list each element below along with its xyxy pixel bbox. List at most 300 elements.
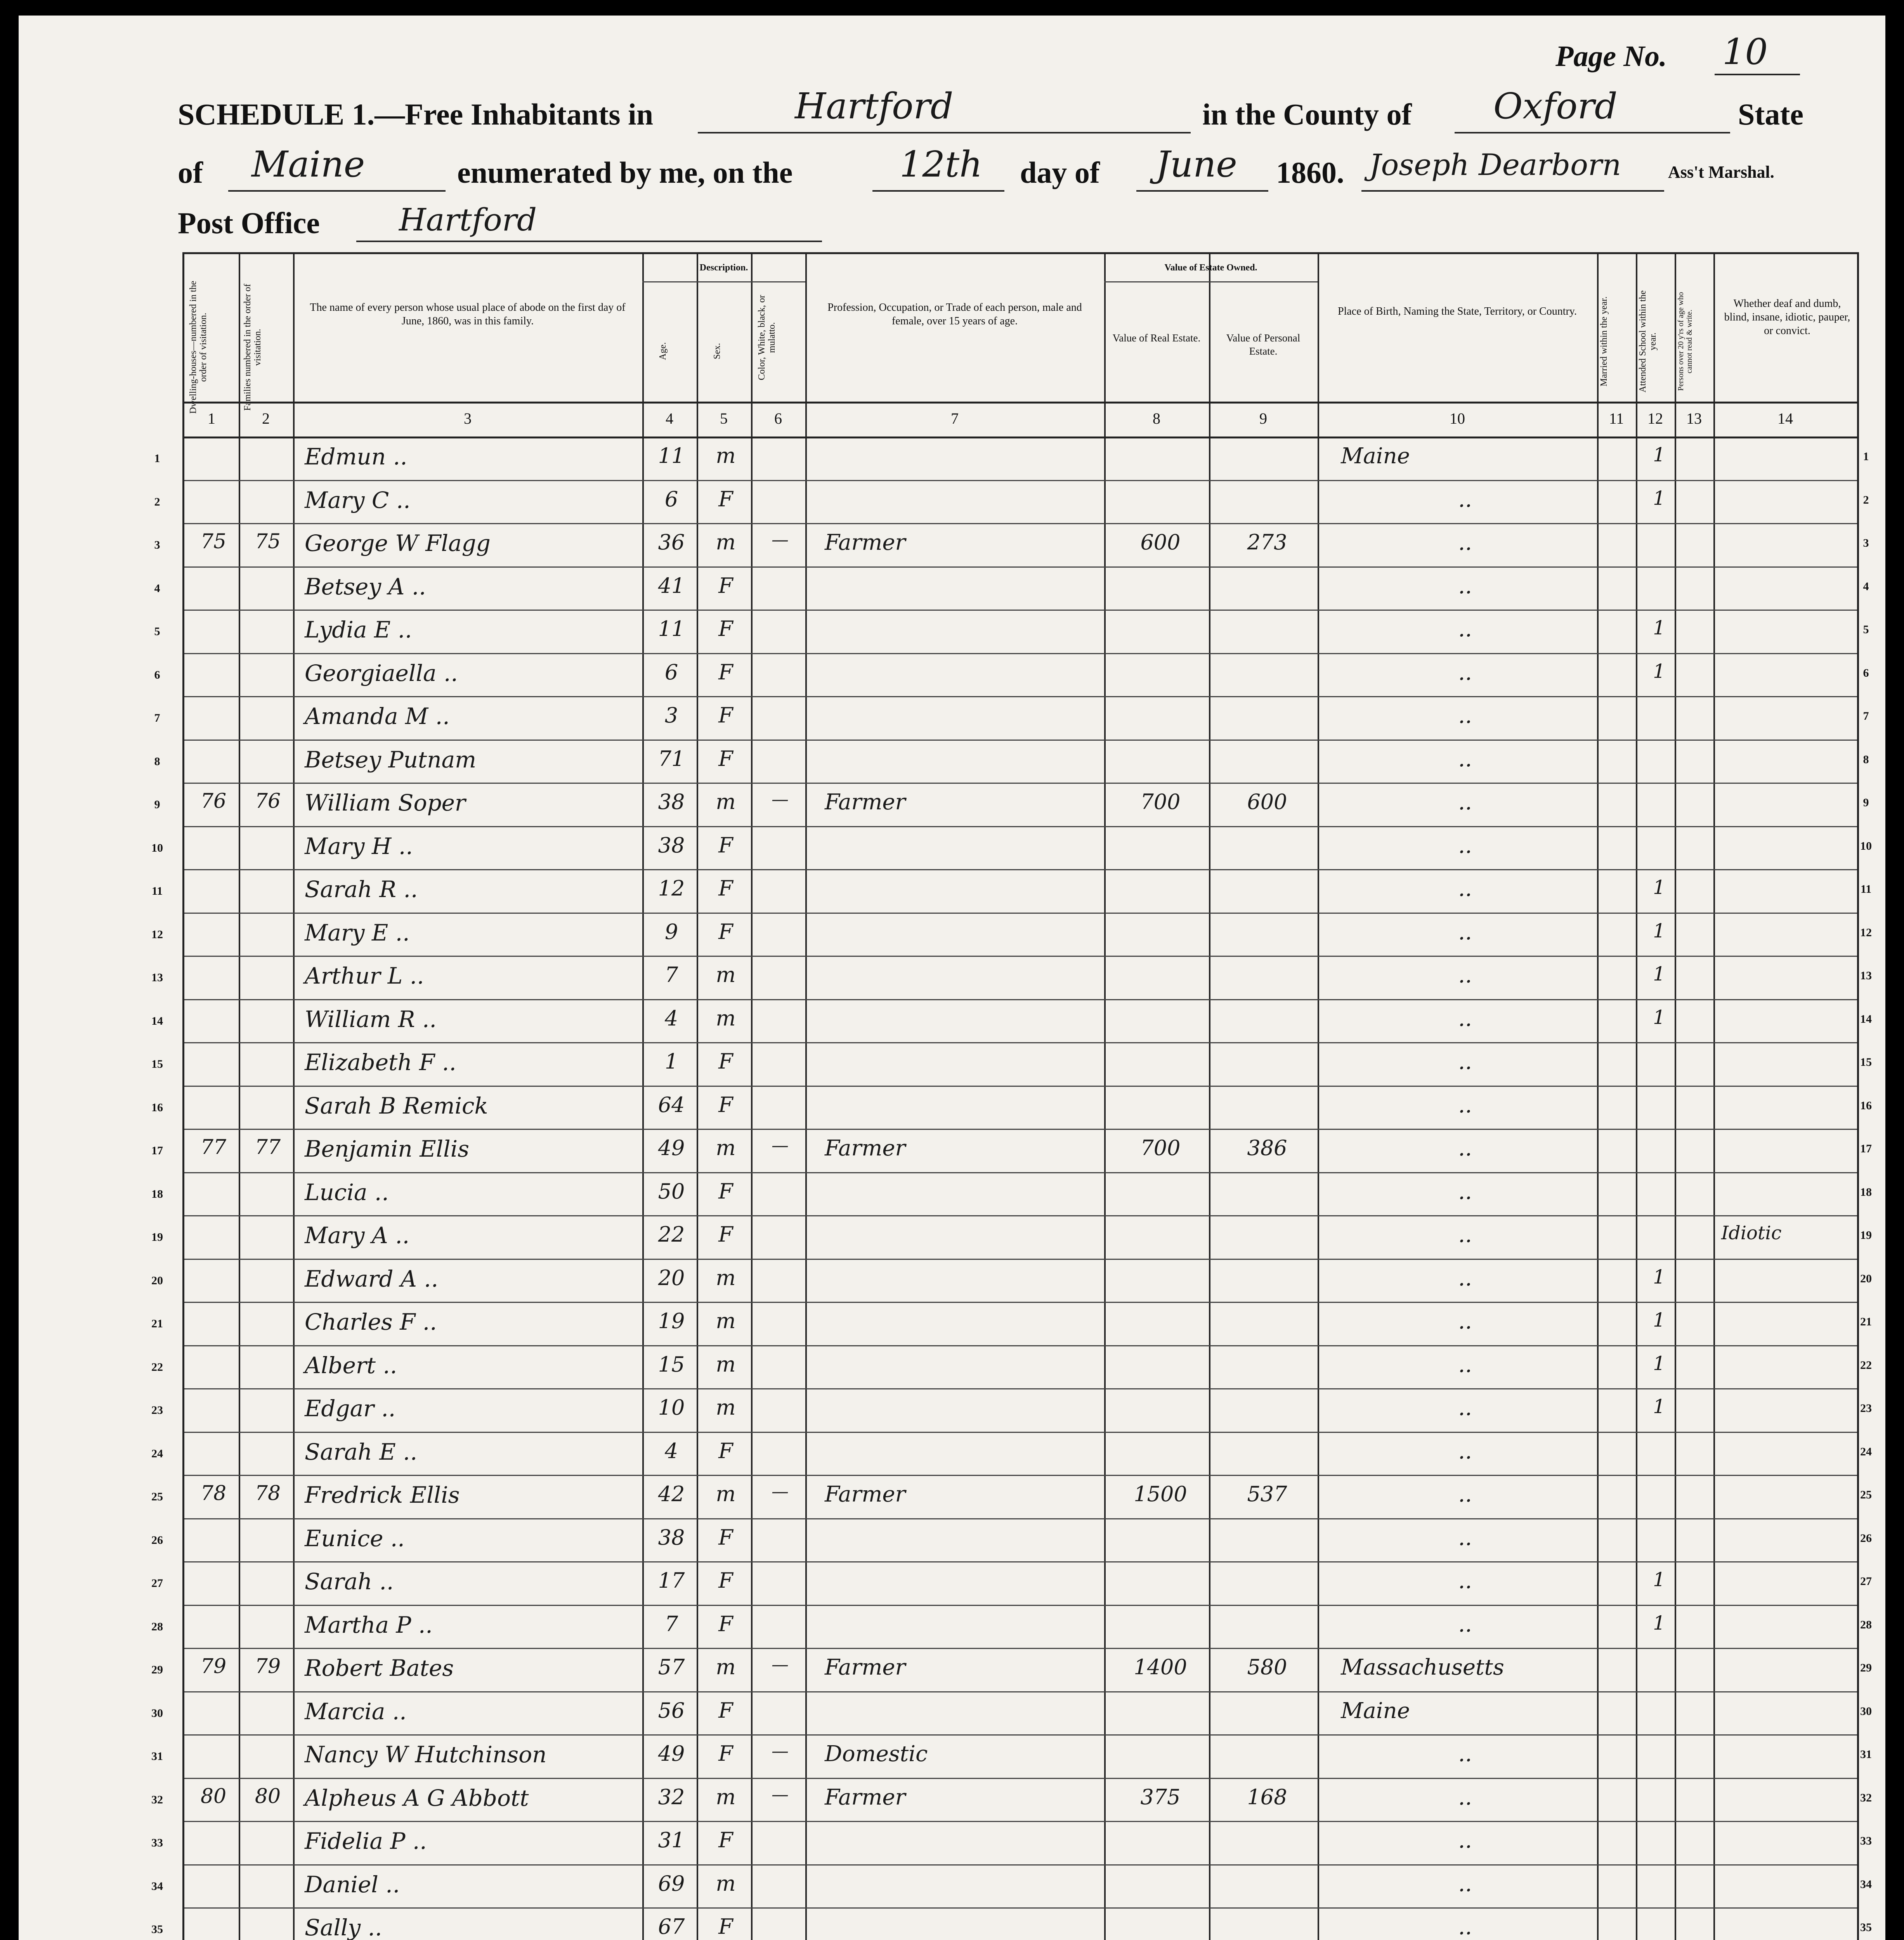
cell-sex: F	[718, 1438, 733, 1463]
cell-sex: F	[718, 1828, 733, 1852]
column-number: 4	[666, 410, 673, 427]
row-number-left: 26	[151, 1533, 163, 1547]
col-divider	[1104, 254, 1106, 1940]
row-number-right: 6	[1863, 666, 1869, 679]
row-number-left: 35	[151, 1923, 163, 1936]
cell-pers: 168	[1247, 1784, 1287, 1809]
header-bottom-rule	[184, 402, 1857, 404]
row-number-right: 24	[1860, 1445, 1872, 1458]
cell-school: 1	[1653, 487, 1665, 509]
cell-name: Eunice ..	[305, 1525, 405, 1552]
row-number-left: 5	[154, 625, 160, 638]
row-number-right: 10	[1860, 839, 1872, 852]
cell-age: 31	[658, 1828, 685, 1852]
cell-name: William R ..	[305, 1006, 437, 1032]
cell-occ: Domestic	[825, 1741, 928, 1767]
col-header-dwelling: Dwelling-houses—numbered in the order of visitation.	[188, 281, 209, 414]
cell-birth: ..	[1458, 1568, 1472, 1594]
cell-fam: 76	[255, 790, 281, 813]
row-number-left: 7	[154, 712, 160, 724]
col-header-married: Married within the year.	[1599, 296, 1609, 386]
cell-age: 17	[658, 1568, 685, 1593]
cell-school: 1	[1653, 1568, 1665, 1591]
row-number-right: 16	[1860, 1099, 1872, 1112]
cell-color: —	[772, 1655, 789, 1675]
cell-name: Betsey Putnam	[305, 746, 477, 773]
cell-age: 11	[658, 443, 685, 468]
cell-school: 1	[1653, 919, 1665, 942]
row-number-right: 9	[1863, 796, 1869, 809]
cell-school: 1	[1653, 1352, 1665, 1375]
row-number-left: 2	[154, 495, 160, 508]
cell-color: —	[772, 530, 789, 550]
cell-real: 1500	[1134, 1482, 1187, 1506]
row-number-right: 26	[1860, 1531, 1872, 1545]
cell-birth: ..	[1458, 487, 1472, 512]
cell-age: 1	[664, 1049, 678, 1074]
cell-name: Martha P ..	[305, 1611, 433, 1638]
cell-birth: ..	[1458, 790, 1472, 815]
cell-dw: 76	[200, 790, 227, 813]
col-divider	[1675, 254, 1676, 1940]
cell-age: 38	[658, 833, 685, 857]
row-rule	[184, 1172, 1857, 1173]
row-rule	[184, 1561, 1857, 1562]
row-number-left: 32	[151, 1793, 163, 1806]
cell-age: 9	[664, 919, 678, 944]
cell-sex: F	[718, 1568, 733, 1593]
column-number-rule	[184, 436, 1857, 438]
census-table	[151, 252, 1859, 1940]
cell-school: 1	[1653, 1611, 1665, 1634]
cell-name: Betsey A ..	[305, 573, 426, 600]
cell-sex: F	[718, 833, 733, 857]
row-number-left: 31	[151, 1750, 163, 1763]
row-rule	[184, 1215, 1857, 1216]
cell-birth: ..	[1458, 1006, 1472, 1031]
cell-birth: Maine	[1341, 443, 1410, 469]
row-number-right: 30	[1860, 1704, 1872, 1718]
column-number: 3	[464, 410, 472, 427]
cell-sex: F	[718, 660, 733, 684]
cell-name: Mary E ..	[305, 919, 410, 946]
col-header-sex: Sex.	[712, 343, 722, 359]
cell-sex: F	[718, 746, 733, 771]
row-rule	[184, 480, 1857, 481]
row-rule	[184, 999, 1857, 1000]
column-number: 6	[774, 410, 782, 427]
cell-age: 42	[658, 1482, 685, 1506]
cell-age: 7	[664, 1611, 678, 1636]
cell-name: Sarah R ..	[305, 876, 418, 902]
cell-birth: ..	[1458, 876, 1472, 901]
cell-age: 4	[664, 1438, 678, 1463]
cell-name: Albert ..	[305, 1352, 397, 1379]
cell-note: Idiotic	[1721, 1222, 1782, 1244]
cell-birth: ..	[1458, 1871, 1472, 1897]
post-office-name: Hartford	[399, 202, 537, 238]
cell-name: Lucia ..	[305, 1179, 389, 1206]
state-underline	[228, 190, 446, 192]
cell-school: 1	[1653, 1006, 1665, 1029]
cell-name: Edgar ..	[305, 1395, 396, 1422]
cell-birth: ..	[1458, 963, 1472, 988]
row-number-left: 14	[151, 1014, 163, 1027]
cell-age: 38	[658, 1525, 685, 1550]
cell-name: Edmun ..	[305, 443, 408, 470]
census-sheet	[19, 16, 1885, 1940]
cell-sex: F	[718, 1741, 733, 1766]
value-group-header: Value of Estate Owned.	[1164, 263, 1257, 273]
cell-birth: ..	[1458, 746, 1472, 772]
row-number-right: 25	[1860, 1488, 1872, 1501]
marshal-name: Joseph Dearborn	[1369, 147, 1621, 182]
enumeration-year: 1860.	[1276, 156, 1344, 189]
row-number-left: 27	[151, 1577, 163, 1590]
cell-age: 50	[658, 1179, 685, 1204]
cell-age: 32	[658, 1784, 685, 1809]
row-number-left: 16	[151, 1101, 163, 1114]
cell-birth: Maine	[1341, 1698, 1410, 1723]
row-number-left: 22	[151, 1360, 163, 1374]
col-header-birthplace: Place of Birth, Naming the State, Territory, or Country.	[1338, 305, 1577, 317]
cell-name: Sarah ..	[305, 1568, 394, 1595]
cell-sex: m	[716, 1136, 736, 1160]
cell-name: Daniel ..	[305, 1871, 400, 1898]
row-number-left: 11	[151, 885, 163, 897]
column-number: 5	[720, 410, 728, 427]
row-number-right: 23	[1860, 1402, 1872, 1415]
row-number-right: 35	[1860, 1921, 1872, 1934]
row-rule	[184, 1388, 1857, 1389]
cell-birth: ..	[1458, 1914, 1472, 1940]
col-divider	[1597, 254, 1599, 1940]
row-rule	[184, 740, 1857, 741]
row-number-right: 8	[1863, 753, 1869, 766]
row-rule	[184, 610, 1857, 611]
cell-name: Lydia E ..	[305, 617, 412, 643]
cell-age: 6	[664, 660, 678, 684]
state-name: Maine	[251, 144, 365, 185]
row-number-left: 20	[151, 1274, 163, 1287]
row-rule	[184, 913, 1857, 914]
cell-age: 10	[658, 1395, 685, 1420]
row-number-left: 1	[154, 452, 160, 465]
cell-dw: 75	[200, 530, 227, 553]
col-divider	[1209, 254, 1210, 1940]
cell-age: 3	[664, 703, 678, 728]
cell-birth: ..	[1458, 833, 1472, 858]
row-number-right: 32	[1860, 1791, 1872, 1804]
col-header-age: Age.	[658, 342, 668, 360]
column-number: 10	[1450, 410, 1465, 427]
cell-fam: 80	[255, 1784, 281, 1808]
col-header-occupation: Profession, Occupation, or Trade of each person, male and female, over 15 years of age.	[827, 301, 1082, 327]
page-number: 10	[1722, 31, 1768, 73]
county-underline	[1455, 132, 1730, 133]
cell-age: 19	[658, 1309, 685, 1333]
cell-sex: F	[718, 1611, 733, 1636]
cell-school: 1	[1653, 876, 1665, 899]
row-rule	[184, 1821, 1857, 1822]
row-rule	[184, 956, 1857, 957]
cell-age: 11	[658, 617, 685, 641]
cell-name: Fidelia P ..	[305, 1828, 427, 1854]
post-office-label: Post Office	[178, 206, 320, 240]
cell-birth: ..	[1458, 1525, 1472, 1550]
enumeration-day: 12th	[900, 144, 983, 185]
row-rule	[184, 1864, 1857, 1866]
row-rule	[184, 1605, 1857, 1606]
page-number-underline	[1715, 74, 1800, 75]
cell-name: Robert Bates	[305, 1655, 454, 1681]
cell-sex: F	[718, 919, 733, 944]
cell-name: William Soper	[305, 790, 466, 816]
marshal-label: Ass't Marshal.	[1668, 163, 1774, 182]
cell-birth: ..	[1458, 1784, 1472, 1810]
cell-age: 6	[664, 487, 678, 511]
row-number-left: 24	[151, 1447, 163, 1460]
row-number-left: 30	[151, 1706, 163, 1720]
cell-school: 1	[1653, 1395, 1665, 1418]
cell-sex: m	[716, 1871, 736, 1896]
cell-occ: Farmer	[825, 790, 906, 815]
row-number-right: 19	[1860, 1229, 1872, 1242]
row-number-left: 28	[151, 1620, 163, 1633]
cell-sex: F	[718, 1525, 733, 1550]
col-divider	[751, 254, 753, 1940]
cell-name: Benjamin Ellis	[305, 1136, 469, 1162]
page-label: Page No.	[1555, 40, 1667, 73]
cell-name: Alpheus A G Abbott	[305, 1784, 529, 1811]
cell-name: Elizabeth F ..	[305, 1049, 456, 1076]
row-number-right: 1	[1863, 450, 1869, 463]
row-rule	[184, 523, 1857, 524]
row-number-right: 17	[1860, 1142, 1872, 1155]
cell-pers: 386	[1247, 1136, 1287, 1160]
county-label: in the County of	[1202, 97, 1412, 131]
cell-name: Mary H ..	[305, 833, 413, 859]
cell-sex: m	[716, 1655, 736, 1679]
cell-birth: ..	[1458, 1179, 1472, 1204]
cell-birth: ..	[1458, 660, 1472, 685]
cell-birth: ..	[1458, 1309, 1472, 1334]
cell-age: 15	[658, 1352, 685, 1377]
row-rule	[184, 869, 1857, 870]
cell-school: 1	[1653, 963, 1665, 985]
cell-occ: Farmer	[825, 1655, 906, 1680]
col-header-illiterate: Persons over 20 y'rs of age who cannot read & write.	[1677, 292, 1694, 391]
cell-name: Marcia ..	[305, 1698, 407, 1725]
row-number-right: 21	[1860, 1315, 1872, 1328]
cell-name: Edward A ..	[305, 1265, 439, 1292]
county-name: Oxford	[1493, 85, 1618, 127]
row-rule	[184, 1475, 1857, 1476]
post-office-underline	[356, 241, 822, 242]
col-divider	[1713, 254, 1715, 1940]
column-number: 12	[1647, 410, 1663, 427]
column-number: 13	[1686, 410, 1702, 427]
cell-birth: ..	[1458, 1222, 1472, 1247]
row-number-right: 20	[1860, 1272, 1872, 1285]
row-number-left: 23	[151, 1404, 163, 1417]
row-rule	[184, 696, 1857, 697]
cell-age: 71	[658, 746, 685, 771]
cell-age: 57	[658, 1655, 685, 1679]
cell-real: 375	[1140, 1784, 1181, 1809]
row-rule	[184, 1042, 1857, 1043]
cell-occ: Farmer	[825, 1136, 906, 1161]
col-header-school: Attended School within the year.	[1638, 290, 1658, 393]
col-divider	[805, 254, 807, 1940]
cell-name: Mary C ..	[305, 487, 411, 513]
row-number-right: 5	[1863, 623, 1869, 636]
cell-real: 700	[1140, 1136, 1181, 1160]
row-number-right: 13	[1860, 969, 1872, 982]
cell-name: Georgiaella ..	[305, 660, 458, 686]
cell-school: 1	[1653, 1265, 1665, 1288]
cell-fam: 77	[255, 1136, 281, 1159]
row-rule	[184, 1345, 1857, 1346]
cell-birth: ..	[1458, 1611, 1472, 1637]
col-divider	[642, 254, 644, 1940]
cell-sex: F	[718, 1049, 733, 1074]
row-rule	[184, 1259, 1857, 1260]
cell-occ: Farmer	[825, 1482, 906, 1507]
row-number-right: 34	[1860, 1878, 1872, 1891]
column-number: 8	[1153, 410, 1160, 427]
cell-age: 64	[658, 1092, 685, 1117]
cell-age: 67	[658, 1914, 685, 1939]
cell-birth: ..	[1458, 617, 1472, 642]
cell-school: 1	[1653, 617, 1665, 639]
row-rule	[184, 1129, 1857, 1130]
cell-age: 22	[658, 1222, 685, 1247]
cell-birth: ..	[1458, 1265, 1472, 1291]
cell-age: 4	[664, 1006, 678, 1031]
description-group-header: Description.	[699, 263, 748, 273]
cell-birth: Massachusetts	[1341, 1655, 1504, 1680]
cell-dw: 78	[200, 1482, 227, 1505]
cell-sex: F	[718, 1698, 733, 1723]
cell-sex: F	[718, 1179, 733, 1204]
cell-pers: 580	[1247, 1655, 1287, 1679]
cell-sex: F	[718, 573, 733, 598]
row-number-right: 7	[1863, 710, 1869, 722]
cell-school: 1	[1653, 1309, 1665, 1331]
month-underline	[1136, 190, 1268, 192]
row-number-right: 11	[1860, 883, 1872, 896]
cell-sex: m	[716, 1784, 736, 1809]
row-number-right: 15	[1860, 1056, 1872, 1069]
col-header-name: The name of every person whose usual place of abode on the first day of June, 1860, was in this family.	[310, 301, 626, 327]
cell-age: 56	[658, 1698, 685, 1723]
cell-sex: F	[718, 703, 733, 728]
day-of-label: day of	[1020, 156, 1100, 189]
column-number: 14	[1777, 410, 1793, 427]
cell-age: 38	[658, 790, 685, 814]
cell-occ: Farmer	[825, 1784, 906, 1810]
cell-age: 41	[658, 573, 685, 598]
cell-name: Sarah E ..	[305, 1438, 418, 1465]
row-rule	[184, 783, 1857, 784]
row-number-left: 13	[151, 971, 163, 984]
cell-sex: F	[718, 1914, 733, 1939]
col-header-color: Color, White, black, or mulatto.	[757, 295, 777, 380]
cell-occ: Farmer	[825, 530, 906, 555]
col-divider	[1318, 254, 1319, 1940]
cell-birth: ..	[1458, 1352, 1472, 1377]
cell-name: Sally ..	[305, 1914, 382, 1940]
cell-pers: 600	[1247, 790, 1287, 814]
row-number-left: 17	[151, 1144, 163, 1157]
cell-sex: m	[716, 1265, 736, 1290]
cell-dw: 77	[200, 1136, 227, 1159]
cell-birth: ..	[1458, 1395, 1472, 1420]
row-number-right: 29	[1860, 1661, 1872, 1674]
cell-birth: ..	[1458, 530, 1472, 555]
cell-name: Arthur L ..	[305, 963, 424, 989]
col-divider	[293, 254, 295, 1940]
cell-sex: m	[716, 1352, 736, 1377]
cell-sex: m	[716, 1482, 736, 1506]
cell-age: 7	[664, 963, 678, 987]
cell-fam: 75	[255, 530, 281, 553]
row-rule	[184, 1907, 1857, 1909]
cell-sex: m	[716, 790, 736, 814]
col-divider	[697, 254, 698, 1940]
cell-color: —	[772, 1784, 789, 1805]
row-number-left: 3	[154, 539, 160, 551]
cell-pers: 537	[1247, 1482, 1287, 1506]
row-number-left: 34	[151, 1879, 163, 1893]
cell-color: —	[772, 1136, 789, 1155]
cell-color: —	[772, 790, 789, 809]
cell-birth: ..	[1458, 919, 1472, 945]
row-rule	[184, 826, 1857, 827]
row-number-left: 18	[151, 1187, 163, 1200]
row-rule	[184, 1778, 1857, 1779]
row-number-right: 14	[1860, 1012, 1872, 1025]
cell-name: Charles F ..	[305, 1309, 437, 1335]
cell-birth: ..	[1458, 1438, 1472, 1464]
cell-birth: ..	[1458, 1828, 1472, 1853]
cell-age: 36	[658, 530, 685, 554]
cell-sex: F	[718, 487, 733, 511]
cell-name: Amanda M ..	[305, 703, 450, 729]
row-number-left: 10	[151, 841, 163, 854]
cell-real: 700	[1140, 790, 1181, 814]
column-number: 2	[262, 410, 270, 427]
cell-sex: F	[718, 1092, 733, 1117]
row-rule	[184, 1518, 1857, 1519]
row-number-right: 18	[1860, 1185, 1872, 1199]
cell-sex: m	[716, 1395, 736, 1420]
row-rule	[184, 1086, 1857, 1087]
row-number-right: 31	[1860, 1748, 1872, 1761]
cell-name: Sarah B Remick	[305, 1092, 488, 1119]
cell-real: 1400	[1134, 1655, 1187, 1679]
cell-age: 20	[658, 1265, 685, 1290]
col-header-condition: Whether deaf and dumb, blind, insane, idiotic, pauper, or convict.	[1724, 298, 1850, 337]
col-divider	[1636, 254, 1637, 1940]
cell-sex: F	[718, 1222, 733, 1247]
column-number: 7	[951, 410, 959, 427]
row-number-left: 4	[154, 582, 160, 595]
town-underline	[698, 132, 1191, 133]
row-rule	[184, 1734, 1857, 1736]
marshal-underline	[1361, 190, 1664, 192]
